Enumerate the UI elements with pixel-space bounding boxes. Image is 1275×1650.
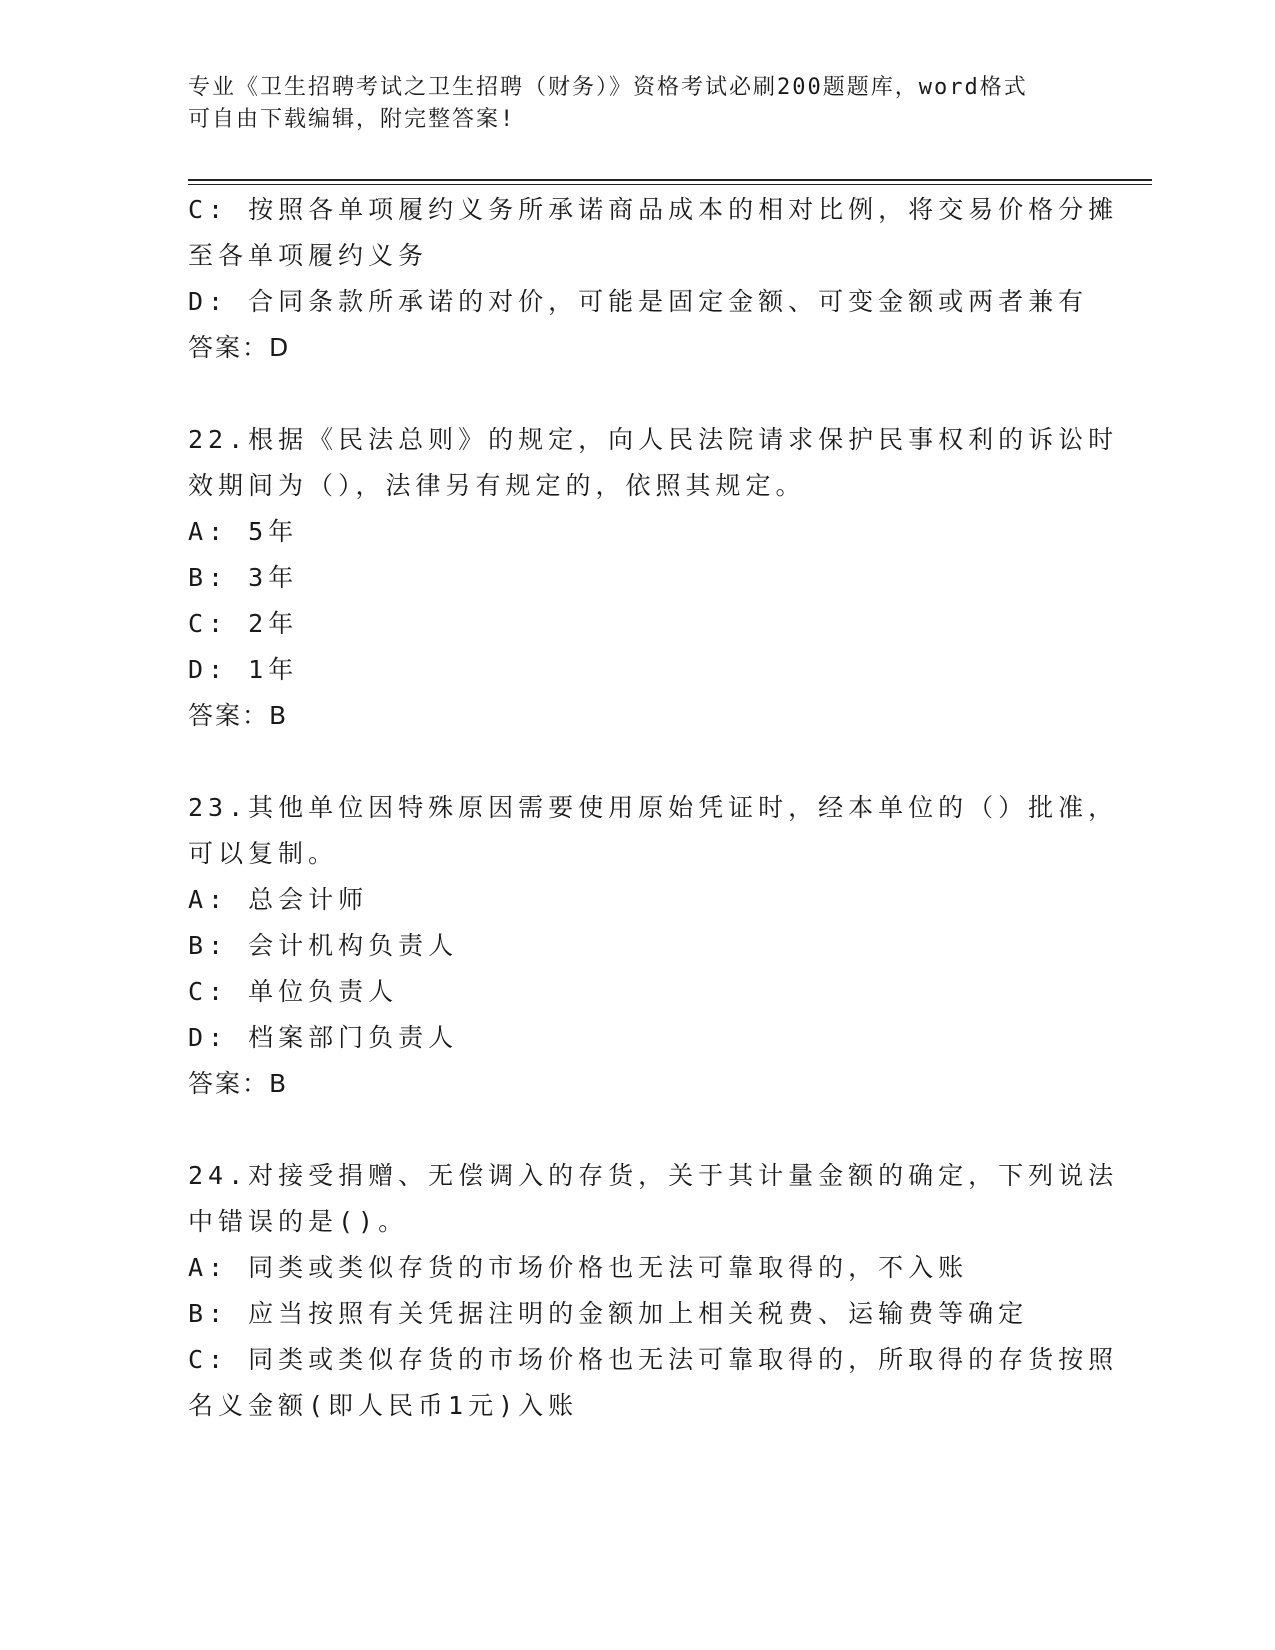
option-a: A: 总会计师 [188, 885, 369, 914]
option-a: A: 5年 [188, 517, 299, 546]
option-b: B: 3年 [188, 563, 299, 592]
option-c: C: 同类或类似存货的市场价格也无法可靠取得的，所取得的存货按照 [188, 1345, 1119, 1374]
question-text: 24.对接受捐赠、无偿调入的存货，关于其计量金额的确定，下列说法 [188, 1161, 1119, 1190]
spacer [188, 1107, 1088, 1153]
answer: 答案：B [188, 1069, 289, 1098]
question-text-continued: 中错误的是()。 [188, 1207, 409, 1236]
question-text-continued: 效期间为（），法律另有规定的，依照其规定。 [188, 471, 806, 500]
header-line-1: 专业《卫生招聘考试之卫生招聘（财务）》资格考试必刷200题题库，word格式 [188, 75, 1028, 100]
option-c: C: 按照各单项履约义务所承诺商品成本的相对比例，将交易价格分摊 [188, 195, 1119, 224]
header-rule-thick [188, 179, 1152, 181]
option-b: B: 应当按照有关凭据注明的金额加上相关税费、运输费等确定 [188, 1299, 1029, 1328]
option-a: A: 同类或类似存货的市场价格也无法可靠取得的，不入账 [188, 1253, 969, 1282]
question-list [188, 187, 1119, 1429]
option-d: D: 档案部门负责人 [188, 1023, 459, 1052]
option-c-continued: 名义金额(即人民币1元)入账 [188, 1391, 579, 1420]
option-d: D: 合同条款所承诺的对价，可能是固定金额、可变金额或两者兼有 [188, 287, 1089, 316]
option-c: C: 2年 [188, 609, 299, 638]
spacer [188, 739, 1088, 785]
answer: 答案：D [188, 333, 291, 362]
question-text-continued: 可以复制。 [188, 839, 339, 868]
option-b: B: 会计机构负责人 [188, 931, 459, 960]
header-line-2: 可自由下载编辑，附完整答案! [188, 107, 516, 132]
header-rule-thin [188, 184, 1152, 185]
question-23 [188, 785, 1119, 1107]
answer: 答案：B [188, 701, 289, 730]
question-text: 22.根据《民法总则》的规定，向人民法院请求保护民事权利的诉讼时 [188, 425, 1119, 454]
question-21-tail [188, 187, 1119, 371]
spacer [188, 371, 1088, 417]
option-d: D: 1年 [188, 655, 299, 684]
question-text: 23.其他单位因特殊原因需要使用原始凭证时，经本单位的（）批准， [188, 793, 1119, 822]
option-c: C: 单位负责人 [188, 977, 399, 1006]
option-c-continued: 至各单项履约义务 [188, 241, 429, 270]
page-header [188, 72, 1088, 136]
question-22 [188, 417, 1119, 739]
question-24 [188, 1153, 1119, 1429]
